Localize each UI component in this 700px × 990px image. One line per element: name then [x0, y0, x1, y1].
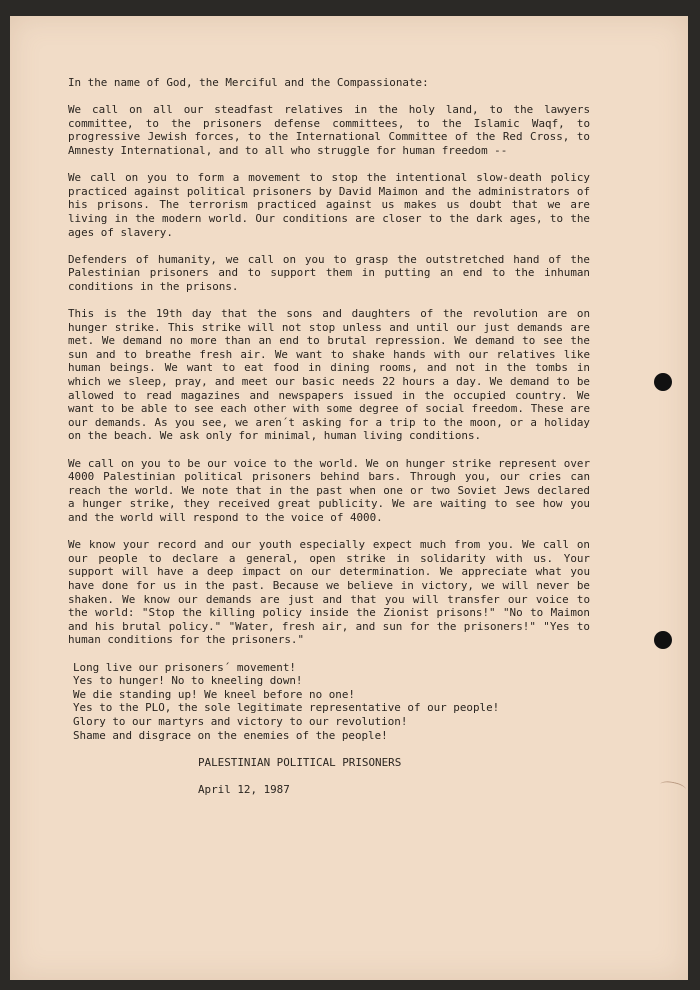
paragraph-defenders: Defenders of humanity, we call on you to grasp the outstretched hand of the Palestinian prisoners and to support them in putting an end to the inhuman conditions in the prisons. — [68, 252, 590, 293]
letter-body — [68, 76, 590, 796]
slogan-line: We die standing up! We kneel before no one! — [73, 687, 355, 701]
paragraph-address: We call on all our steadfast relatives in the holy land, to the lawyers committee, to the prisoners defense committees, to the Islamic Waqf, to progressive Jewish forces, to the International Committee of the Red Cross, to Amnesty International, and to all who struggle for human freedom -- — [68, 103, 590, 157]
signature: PALESTINIAN POLITICAL PRISONERS — [198, 755, 402, 769]
punch-hole — [654, 373, 672, 391]
paragraph-movement: We call on you to form a movement to stop the intentional slow-death policy practiced against political prisoners by David Maimon and the administrators of his prisons. The terrorism practiced against us makes us doubt that we are living in the modern world. Our conditions are closer to the dark ages, to the ages of slavery. — [68, 171, 590, 239]
slogan-line: Yes to the PLO, the sole legitimate representative of our people! — [73, 701, 500, 715]
paragraph-hunger-strike: This is the 19th day that the sons and daughters of the revolution are on hunger strike. This strike will not stop unless and until our just demands are met. We demand no more than an end to brutal repression. We demand to see the sun and to breathe fresh air. We want to shake hands with our relatives like human beings. We want to eat food in dining rooms, and not in the tombs in which we sleep, pray, and meet our basic needs 22 hours a day. We demand to be allowed to read magazines and newspapers issued in the occupied country. We want to be able to see each other with some degree of social freedom. These are our demands. As you see, we aren´t asking for a trip to the moon, or a holiday on the beach. We ask only for minimal, human living conditions. — [68, 307, 590, 443]
letter-date: April 12, 1987 — [198, 782, 290, 796]
paper-crease — [659, 779, 687, 794]
salutation: In the name of God, the Merciful and the Compassionate: — [68, 76, 429, 89]
slogan-line: Glory to our martyrs and victory to our revolution! — [73, 714, 408, 728]
slogan-line: Yes to hunger! No to kneeling down! — [73, 674, 303, 688]
slogan-list — [73, 661, 590, 743]
paragraph-voice: We call on you to be our voice to the world. We on hunger strike represent over 4000 Palestinian political prisoners behind bars. Through you, our cries can reach the world. We note that in the past when one or two Soviet Jews declared a hunger strike, they received great publicity. We are waiting to see how you and the world will respond to the voice of 4000. — [68, 456, 590, 524]
paragraph-support: We know your record and our youth especially expect much from you. We call on our people to declare a general, open strike in solidarity with us. Your support will have a deep impact on our determination. We appreciate what you have done for us in the past. Because we believe in victory, we will never be shaken. We know our demands are just and that you will transfer our voice to the world: "Stop the killing policy inside the Zionist prisons!" "No to Maimon and his brutal policy." "Water, fresh air, and sun for the prisoners!" "Yes to human conditions for the prisoners." — [68, 538, 590, 647]
slogan-line: Long live our prisoners´ movement! — [73, 660, 296, 674]
punch-hole — [654, 631, 672, 649]
slogan-line: Shame and disgrace on the enemies of the people! — [73, 728, 388, 742]
